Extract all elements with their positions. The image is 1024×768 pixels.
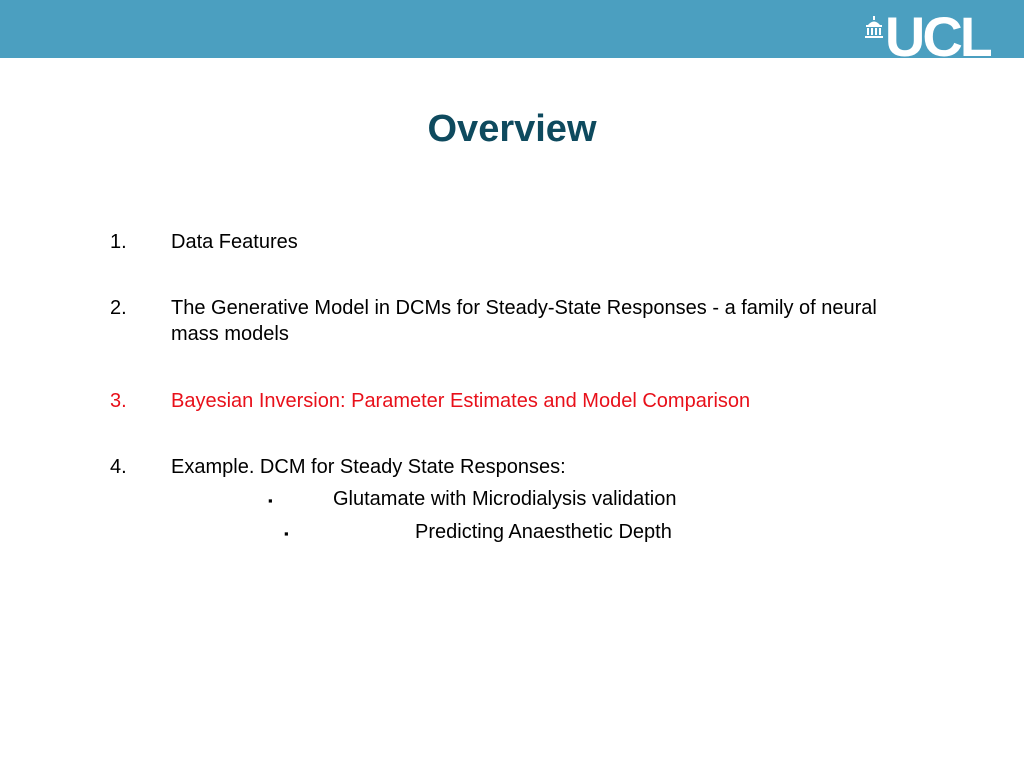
item-text: Data Features (171, 231, 298, 253)
bullet-icon: ▪ (268, 493, 273, 508)
item-number: 3. (110, 390, 127, 412)
header-bar (0, 0, 1024, 58)
list-item-2 (110, 295, 900, 347)
sub-item-text: Glutamate with Microdialysis validation (333, 488, 677, 510)
item-number: 2. (110, 297, 127, 319)
item-text: Bayesian Inversion: Parameter Estimates and Model Comparison (171, 390, 751, 412)
sub-item-1 (268, 486, 676, 514)
ucl-logo (865, 16, 991, 58)
list-item-1 (110, 229, 900, 255)
sub-item-2 (284, 519, 672, 547)
list-item-3 (110, 388, 900, 414)
item-text: Example. DCM for Steady State Responses: (171, 456, 566, 478)
bullet-icon: ▪ (284, 526, 289, 541)
list-item-4 (110, 454, 900, 480)
slide-title: Overview (427, 108, 597, 150)
logo-text: UCL (884, 16, 991, 58)
portico-icon (865, 16, 883, 38)
item-number: 1. (110, 231, 127, 253)
item-number: 4. (110, 456, 127, 478)
sub-item-text: Predicting Anaesthetic Depth (415, 521, 672, 543)
item-text: The Generative Model in DCMs for Steady-State Responses - a family of neural mass models (171, 297, 877, 345)
